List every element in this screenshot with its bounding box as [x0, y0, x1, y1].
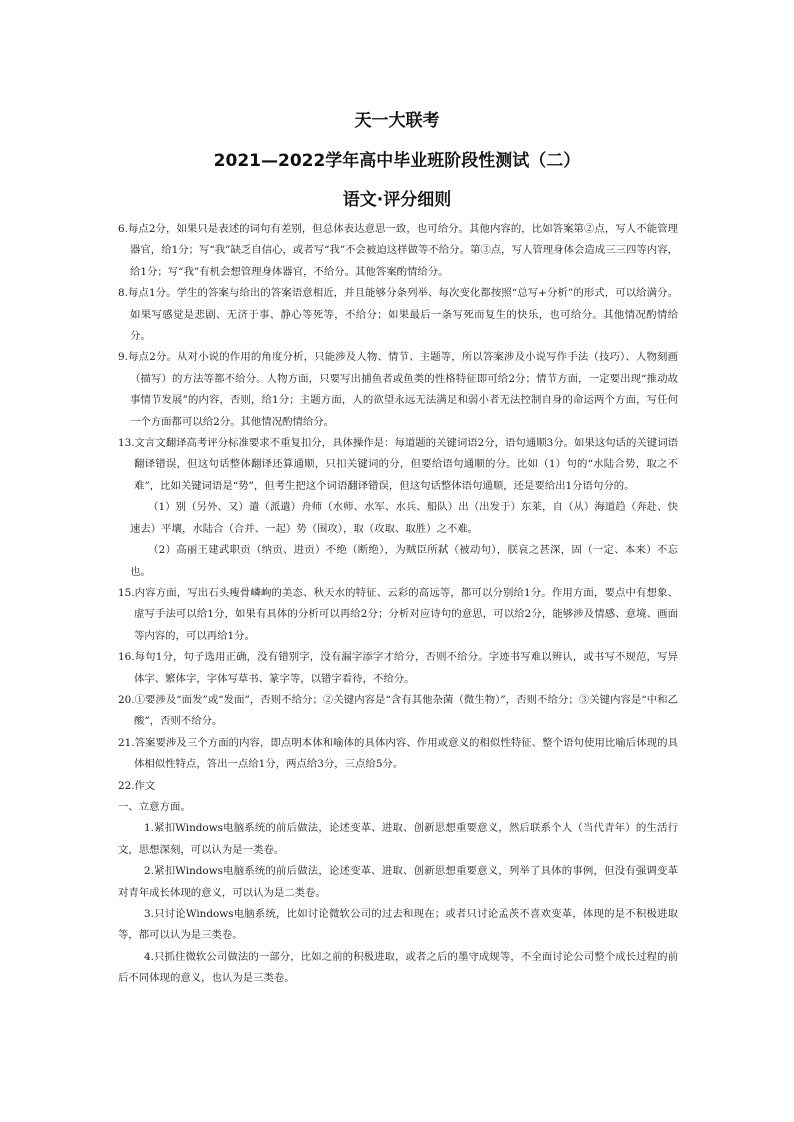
rule-q13-answer-1: （1）别（另外、又）遣（派遣）舟师（水师、水军、水兵、船队）出（出发于）东莱，自（从）海道趋（奔赴、快速去）平壤，水陆合（合并、一起）势（围攻），取（攻取、取胜）之不难。: [130, 501, 678, 535]
subject-title: 语文·评分细则: [342, 190, 452, 210]
rule-q15: 15.内容方面，写出石头瘦骨嶙峋的美态、秋天水的特征、云彩的高远等，都可以分别给1分。作用方面，要点中有想象、虚写手法可以给1分，如果有具体的分析可以再给2分；分析对应诗句的意思，可以给2分，能够涉及情感、意境、画面等内容的，可以再给1分。: [118, 586, 678, 642]
rule-q20: 20.①要涉及“面发”或“发面”，否则不给分；②关键内容是“含有其他杂菌（微生物）”，否则不给分；③关键内容是“中和乙酸”，否则不给分。: [118, 693, 678, 728]
essay-section-label: 一、立意方面。: [118, 800, 191, 813]
scoring-rules: [118, 219, 678, 990]
essay-point-4: 4.只抓住微软公司做法的一部分，比如之前的积极进取，或者之后的墨守成规等，不全面讨论公司整个成长过程的前后不同体现的意义，也认为是三类卷。: [118, 950, 678, 985]
test-title: 2021—2022学年高中毕业班阶段性测试（二）: [213, 151, 581, 171]
rule-q16: 16.每句1分，句子选用正确，没有错别字，没有漏字添字才给分，否则不给分。字迹书写难以辨认，或书写不规范，写异体字、繁体字，字体写草书、篆字等，以错字看待，不给分。: [118, 651, 678, 685]
rule-q13-answer-2: （2）高丽王建武职贡（纳贡、进贡）不绝（断绝），为贼臣所弑（被动句），朕哀之甚深，固（一定、本来）不忘也。: [130, 544, 678, 578]
rule-q13: 13.文言文翻译高考评分标准要求不重复扣分，具体操作是：每道题的关键词语2分，语句通顺3分。如果这句话的关键词语翻译错误，但这句话整体翻译还算通顺，只扣关键词的分，但要给语句通顺的分。比如（1）句的“水陆合势，取之不难”，比如关键词语是“势”，但考生把这个词语翻译错误，但这句话整体语句通顺，还是要给出1分语句分的。: [118, 437, 678, 492]
rule-q8: 8.每点1分。学生的答案与给出的答案语意相近，并且能够分条列举、每次变化都按照“总写+分析”的形式，可以给满分。如果写感觉是悲剧、无济于事、静心等死等，不给分；如果最后一条写死而复生的快乐，也可给分。其他情况酌情给分。: [118, 287, 678, 343]
essay-label: 22.作文: [118, 779, 156, 792]
essay-point-1: 1.紧扣Windows电脑系统的前后做法，论述变革、进取、创新思想重要意义，然后联系个人（当代青年）的生活行文，思想深刻，可以认为是一类卷。: [118, 822, 678, 856]
rule-q9: 9.每点2分。从对小说的作用的角度分析，只能涉及人物、情节、主题等，所以答案涉及小说写作手法（技巧）、人物刻画（描写）的方法等都不给分。人物方面，只要写出捕鱼者或鱼类的性格特征即可给2分；情节方面，一定要出现“推动故事情节发展”的内容，否则，给1分；主题方面，人的欲望永远无法满足和弱小者无法控制自身的命运两个方面，写任何一个方面都可以给2分。其他情况酌情给分。: [118, 351, 678, 428]
essay-point-3: 3.只讨论Windows电脑系统，比如讨论微软公司的过去和现在；或者只讨论孟茨不喜欢变革，体现的是不积极进取等，都可以认为是三类卷。: [118, 908, 678, 942]
exam-name: 天一大联考: [354, 111, 440, 131]
essay-point-2: 2.紧扣Windows电脑系统的前后做法，论述变革、进取、创新思想重要意义，列举了具体的事例，但没有强调变革对青年成长体现的意义，可以认为是二类卷。: [118, 865, 678, 899]
rule-q6: 6.每点2分，如果只是表述的词句有差别，但总体表达意思一致，也可给分。其他内容的，比如答案第②点，写人不能管理器官，给1分；写“我”缺乏自信心，或者写“我”不会被迫这样做等不给分。第③点，写人管理身体会造成三三四等内容，给1分；写“我”有机会想管理身体器官，不给分。其他答案酌情给分。: [118, 223, 678, 278]
rule-q21: 21.答案要涉及三个方面的内容，即点明本体和喻体的具体内容、作用或意义的相似性特征、整个语句使用比喻后体现的具体相似性特点，答出一点给1分，两点给3分，三点给5分。: [118, 736, 678, 771]
